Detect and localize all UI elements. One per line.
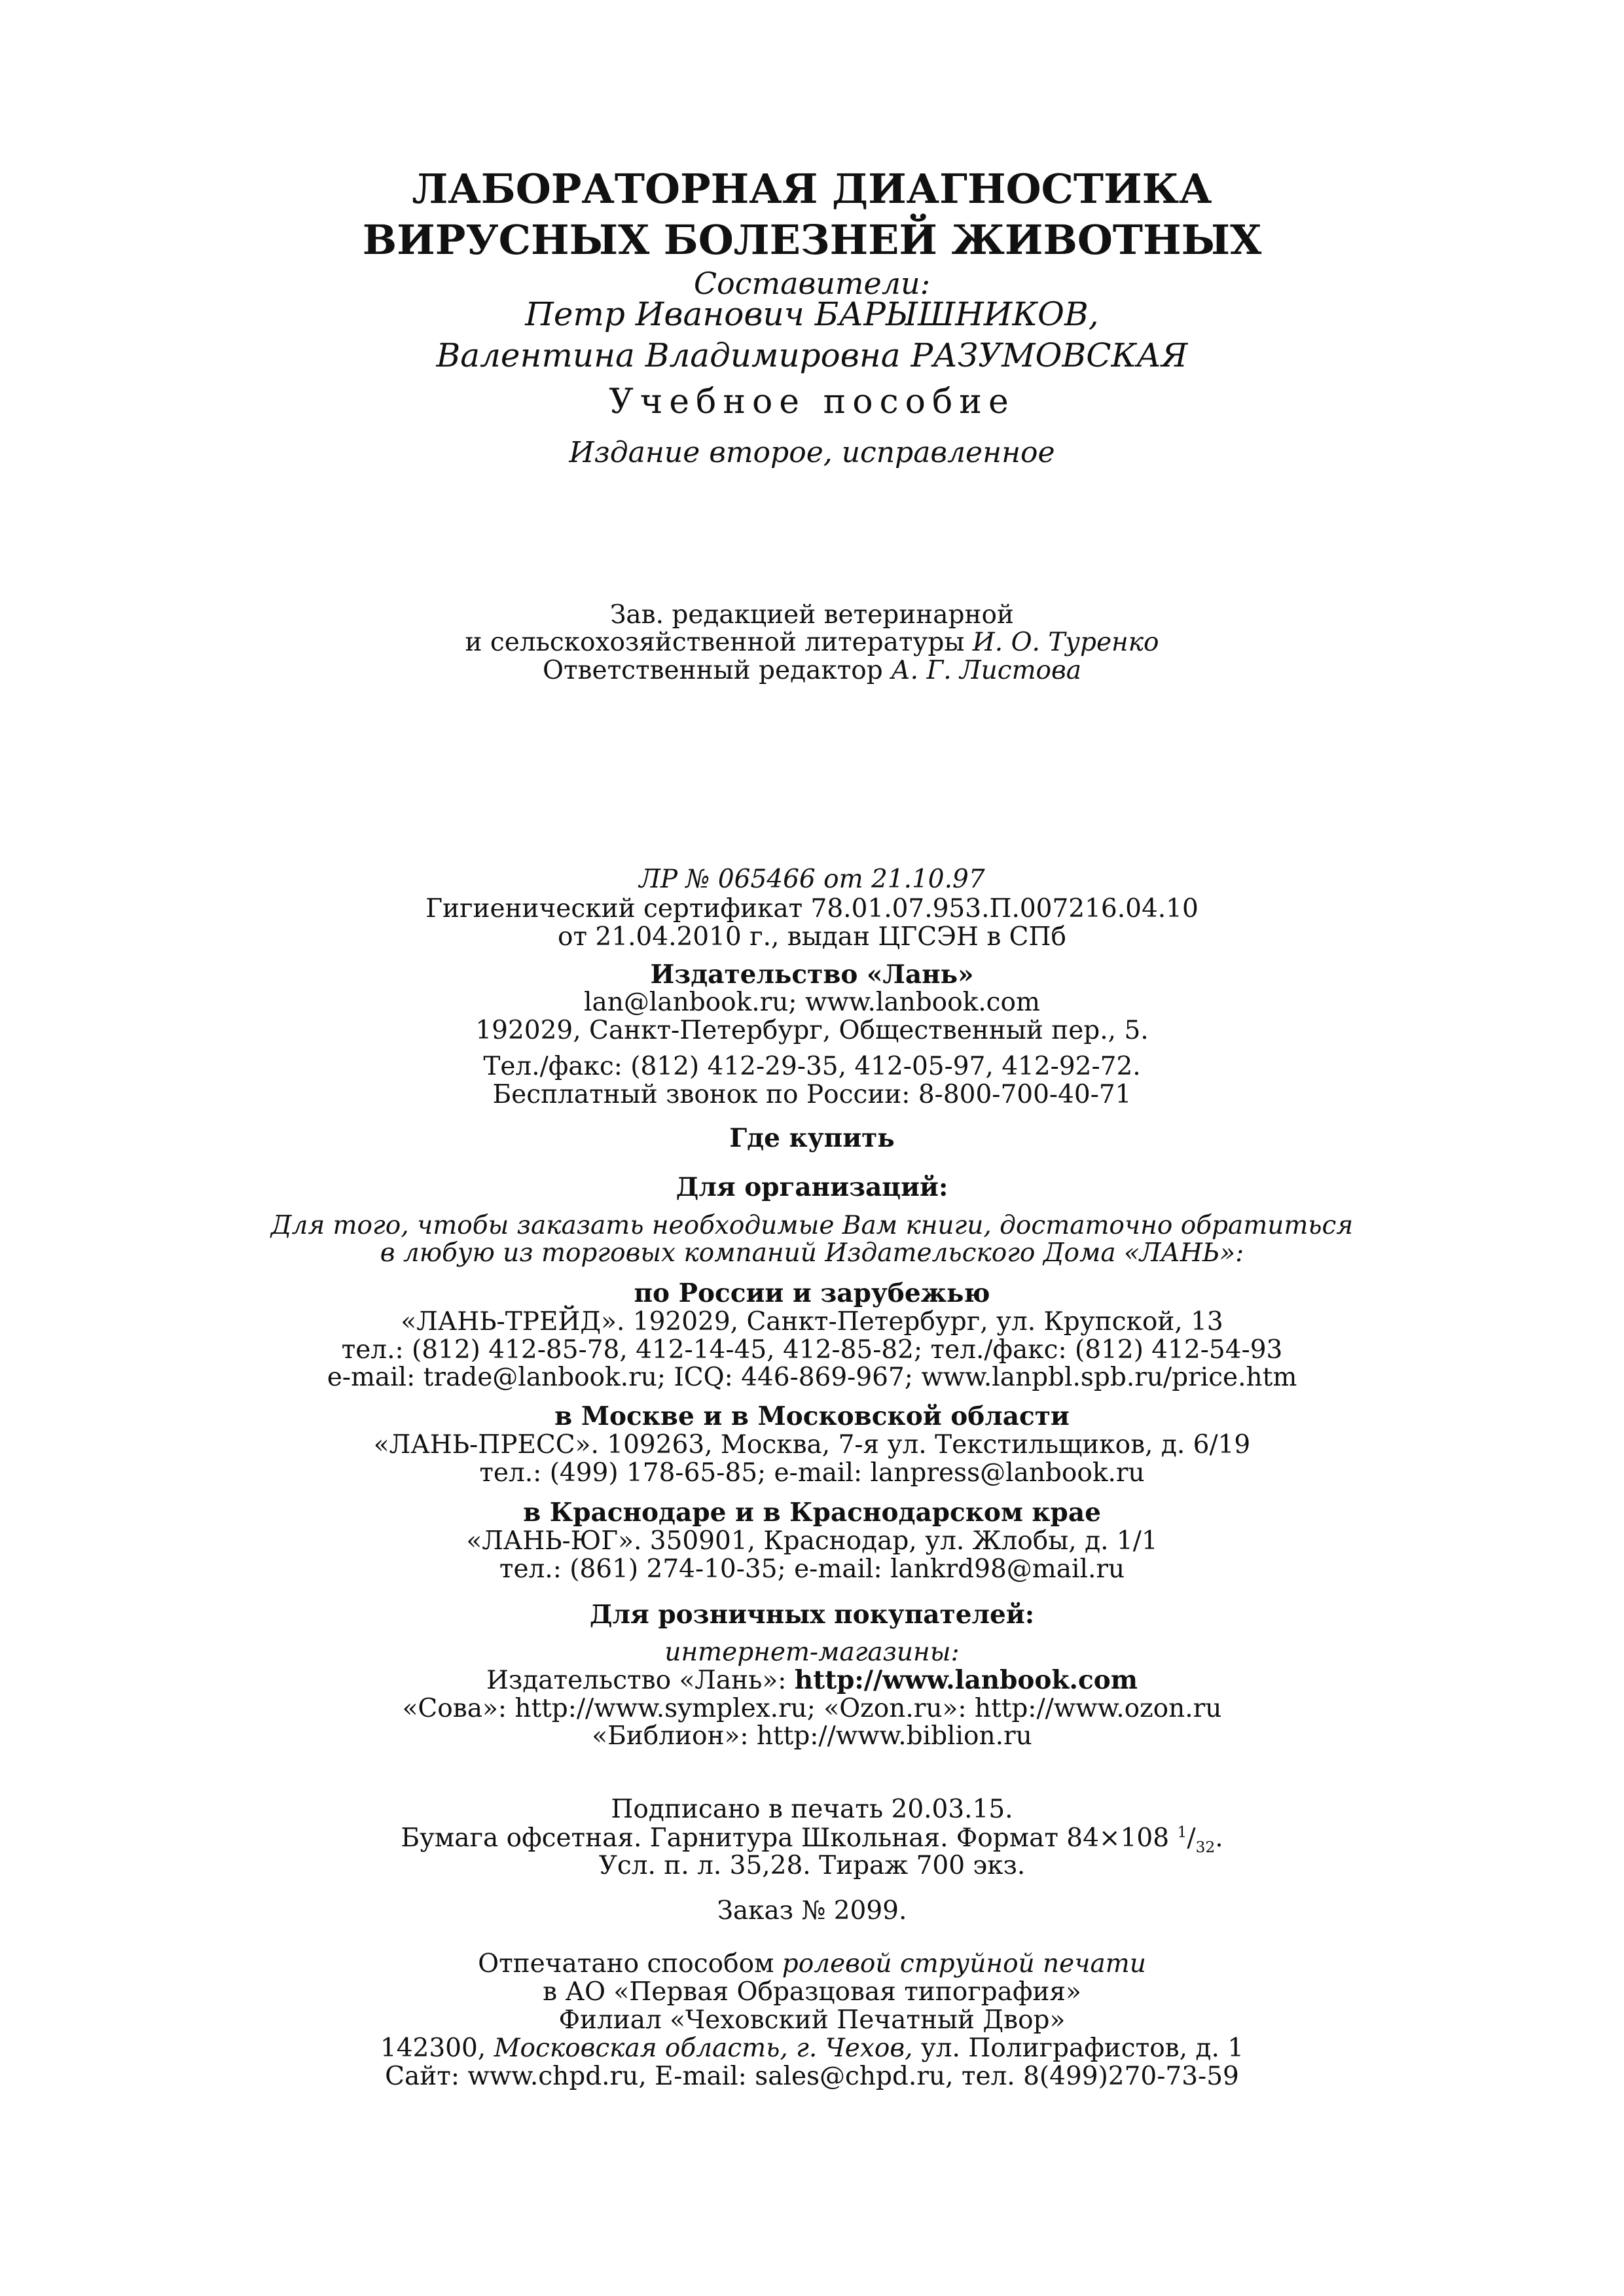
moscow-line-2: тел.: (499) 178-65-85; e-mail: lanpress@lanbook.ru bbox=[479, 1458, 1145, 1488]
publisher-phone: Тел./факс: (812) 412-29-35, 412-05-97, 412-92-72. bbox=[483, 1052, 1141, 1081]
author-2: Валентина Владимировна РАЗУМОВСКАЯ bbox=[436, 336, 1188, 374]
retail-subheading: интернет-магазины: bbox=[664, 1638, 960, 1667]
retail-line-3: «Библион»: http://www.biblion.ru bbox=[592, 1721, 1032, 1751]
editor-name: И. О. Туренко bbox=[972, 628, 1159, 657]
license-lr: ЛР № 065466 от 21.10.97 bbox=[639, 865, 985, 894]
author-1: Петр Иванович БАРЫШНИКОВ, bbox=[525, 295, 1099, 333]
book-type: Учебное пособие bbox=[609, 382, 1015, 422]
organizations-text-2: в любую из торговых компаний Издательского Дома «ЛАНЬ»: bbox=[380, 1238, 1244, 1268]
book-title-line2: ВИРУСНЫХ БОЛЕЗНЕЙ ЖИВОТНЫХ bbox=[362, 216, 1262, 264]
russia-line-2: тел.: (812) 412-85-78, 412-14-45, 412-85-82; тел./факс: (812) 412-54-93 bbox=[341, 1335, 1283, 1365]
edition: Издание второе, исправленное bbox=[569, 436, 1055, 469]
hygienic-cert-2: от 21.04.2010 г., выдан ЦГСЭН в СПб bbox=[557, 922, 1067, 952]
printer-line-3: Филиал «Чеховский Печатный Двор» bbox=[558, 2005, 1066, 2035]
printer-line-4: 142300, Московская область, г. Чехов, ул. Полиграфистов, д. 1 bbox=[380, 2034, 1244, 2063]
editor-line-1: Зав. редакцией ветеринарной bbox=[610, 600, 1014, 630]
authors-label: Составители: bbox=[693, 266, 931, 301]
where-to-buy-heading: Где купить bbox=[729, 1123, 895, 1153]
print-volume: Усл. п. л. 35,28. Тираж 700 экз. bbox=[598, 1851, 1026, 1880]
moscow-heading: в Москве и в Московской области bbox=[554, 1401, 1070, 1431]
editor-line-2: и сельскохозяйственной литературы И. О. Туренко bbox=[465, 628, 1159, 657]
printer-line-1: Отпечатано способом ролевой струйной печати bbox=[478, 1949, 1146, 1979]
retail-line-1: Издательство «Лань»: http://www.lanbook.com bbox=[486, 1665, 1138, 1695]
book-title-line1: ЛАБОРАТОРНАЯ ДИАГНОСТИКА bbox=[412, 165, 1212, 213]
paper-format: Бумага офсетная. Гарнитура Школьная. Формат 84×108 $^1/_{32}$. bbox=[401, 1823, 1223, 1856]
publisher-free-call: Бесплатный звонок по России: 8-800-700-40-71 bbox=[492, 1080, 1132, 1109]
krasnodar-line-2: тел.: (861) 274-10-35; e-mail: lankrd98@mail.ru bbox=[499, 1554, 1125, 1584]
russia-heading: по России и зарубежью bbox=[634, 1278, 990, 1308]
format-fraction-denominator: 32 bbox=[1195, 1837, 1216, 1856]
order-number: Заказ № 2099. bbox=[717, 1896, 907, 1926]
organizations-heading: Для организаций: bbox=[676, 1172, 948, 1202]
moscow-line-1: «ЛАНЬ-ПРЕСС». 109263, Москва, 7-я ул. Текстильщиков, д. 6/19 bbox=[373, 1430, 1251, 1460]
retail-heading: Для розничных покупателей: bbox=[589, 1600, 1035, 1630]
printer-line-5: Сайт: www.chpd.ru, E-mail: sales@chpd.ru, тел. 8(499)270-73-59 bbox=[385, 2062, 1239, 2091]
printer-line-2: в АО «Первая Образцовая типография» bbox=[543, 1977, 1081, 2007]
editor-line-3: Ответственный редактор А. Г. Листова bbox=[542, 656, 1081, 685]
format-fraction-numerator: 1 bbox=[1177, 1823, 1187, 1841]
retail-line-2: «Сова»: http://www.symplex.ru; «Ozon.ru»: http://www.ozon.ru bbox=[402, 1694, 1222, 1723]
hygienic-cert-1: Гигиенический сертификат 78.01.07.953.П.007216.04.10 bbox=[425, 894, 1199, 924]
russia-line-3: e-mail: trade@lanbook.ru; ICQ: 446-869-967; www.lanpbl.spb.ru/price.htm bbox=[327, 1363, 1297, 1392]
publisher-address: 192029, Санкт-Петербург, Общественный пер., 5. bbox=[475, 1016, 1149, 1045]
responsible-editor-name: А. Г. Листова bbox=[891, 656, 1081, 685]
russia-line-1: «ЛАНЬ-ТРЕЙД». 192029, Санкт-Петербург, ул. Крупской, 13 bbox=[401, 1307, 1223, 1336]
publisher-web: lan@lanbook.ru; www.lanbook.com bbox=[584, 988, 1040, 1017]
lanbook-url-link[interactable]: http://www.lanbook.com bbox=[794, 1665, 1138, 1695]
organizations-text-1: Для того, чтобы заказать необходимые Вам книги, достаточно обратиться bbox=[270, 1211, 1354, 1240]
signed-for-print: Подписано в печать 20.03.15. bbox=[611, 1795, 1013, 1824]
krasnodar-heading: в Краснодаре и в Краснодарском крае bbox=[523, 1498, 1101, 1528]
krasnodar-line-1: «ЛАНЬ-ЮГ». 350901, Краснодар, ул. Жлобы, д. 1/1 bbox=[466, 1526, 1158, 1556]
publisher-name: Издательство «Лань» bbox=[650, 960, 974, 990]
